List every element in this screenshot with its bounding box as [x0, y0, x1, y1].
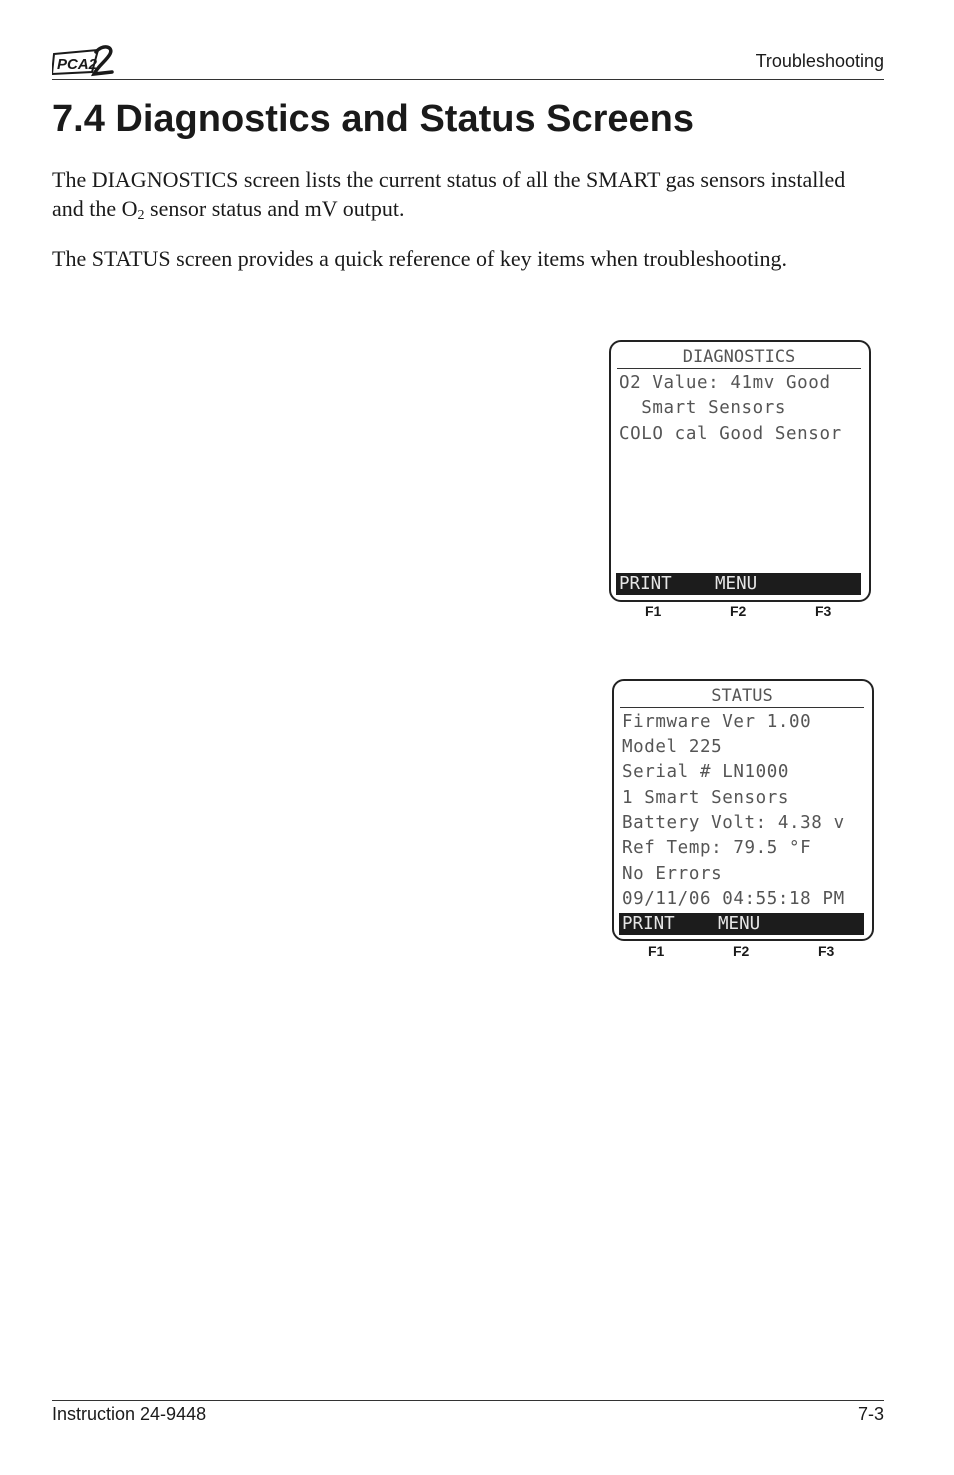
status-line: No Errors — [622, 864, 723, 884]
f2-key-label: F2 — [730, 603, 747, 619]
f1-key-label: F1 — [648, 943, 665, 959]
diagnostics-softkey-bar — [616, 573, 861, 595]
intro-paragraph-diagnostics — [52, 165, 882, 223]
para1-text-a: The DIAGNOSTICS screen lists the current status of all the SMART gas sensors installed and the O — [52, 167, 846, 221]
page-title: 7.4 Diagnostics and Status Screens — [52, 98, 695, 140]
f1-key-label: F1 — [645, 603, 662, 619]
status-screen-title: STATUS — [620, 685, 864, 708]
softkey-print[interactable]: PRINT — [622, 914, 675, 934]
pca2-logo — [52, 44, 116, 78]
intro-paragraph-status: The STATUS screen provides a quick reference of key items when troubleshooting. — [52, 246, 788, 271]
f2-key-label: F2 — [733, 943, 750, 959]
status-softkey-bar — [619, 913, 864, 935]
footer-divider — [52, 1400, 884, 1401]
status-line: Ref Temp: 79.5 °F — [622, 838, 812, 858]
f3-key-label: F3 — [815, 603, 832, 619]
status-line: Model 225 — [622, 737, 723, 757]
diagnostics-line: Smart Sensors — [619, 398, 787, 418]
header-section-label: Troubleshooting — [755, 51, 884, 71]
para1-subscript: 2 — [137, 208, 145, 223]
f3-key-label: F3 — [818, 943, 835, 959]
footer-instruction-number: Instruction 24-9448 — [52, 1404, 207, 1424]
footer-page-number: 7-3 — [857, 1404, 884, 1424]
status-line: 1 Smart Sensors — [622, 788, 790, 808]
softkey-print[interactable]: PRINT — [619, 574, 672, 594]
diagnostics-screen-title: DIAGNOSTICS — [617, 346, 861, 369]
diagnostics-screen — [609, 340, 871, 602]
logo-text: PCA2 — [57, 56, 98, 73]
softkey-menu[interactable]: MENU — [715, 574, 758, 594]
status-line: 09/11/06 04:55:18 PM — [622, 889, 845, 909]
diagnostics-line: O2 Value: 41mv Good — [619, 373, 831, 393]
status-screen — [612, 679, 874, 941]
header-divider — [52, 79, 884, 80]
para1-text-b: sensor status and mV output. — [144, 196, 405, 221]
status-line: Battery Volt: 4.38 v — [622, 813, 845, 833]
status-line: Firmware Ver 1.00 — [622, 712, 812, 732]
status-line: Serial # LN1000 — [622, 762, 790, 782]
diagnostics-line: COLO cal Good Sensor — [619, 424, 842, 444]
softkey-menu[interactable]: MENU — [718, 914, 761, 934]
